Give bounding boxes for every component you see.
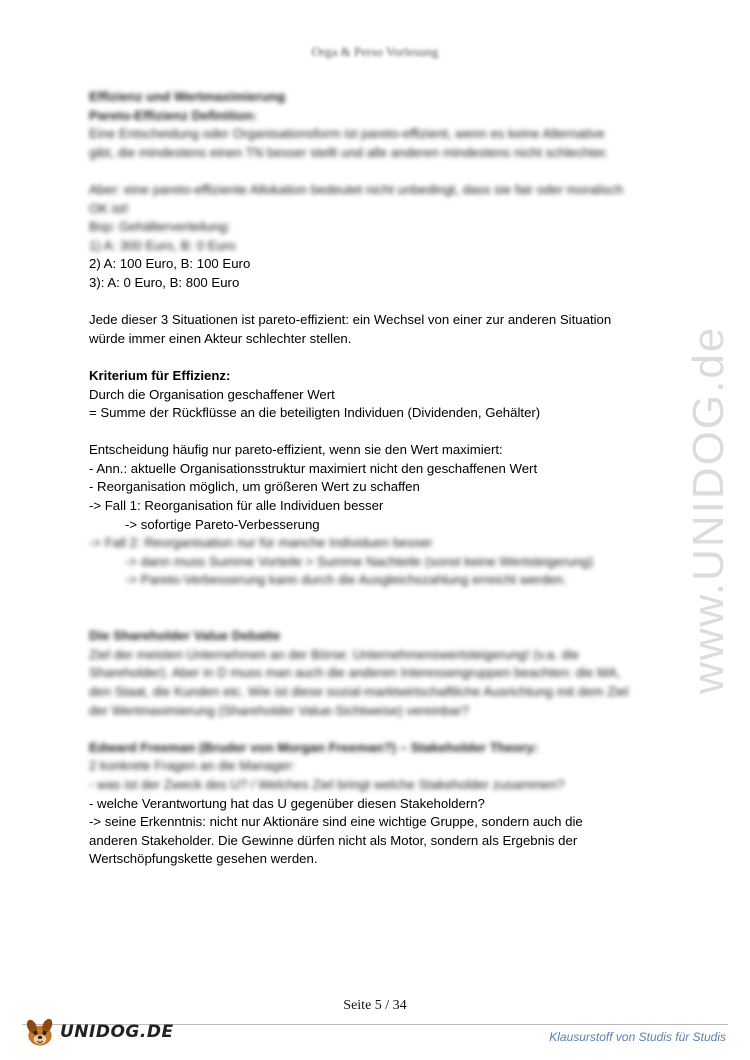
- unidog-logo: [22, 1012, 192, 1052]
- text-line: Jede dieser 3 Situationen ist pareto-effizient: ein Wechsel von einer zur anderen Situation: [89, 312, 612, 328]
- watermark: www.UNIDOG.de: [684, 325, 733, 695]
- subheading: Kriterium für Effizienz:: [89, 367, 231, 383]
- text-line: - Ann.: aktuelle Organisationsstruktur maximiert nicht den geschaffenen Wert: [89, 460, 538, 476]
- text-line: OK ist!: [89, 200, 129, 216]
- text-line: - Reorganisation möglich, um größeren Wert zu schaffen: [89, 479, 420, 495]
- text-line: Shareholder). Aber in D muss man auch die anderen Interessengruppen beachten: die MA,: [89, 665, 621, 681]
- spacer: [89, 293, 679, 312]
- text-line: Ziel der meisten Unternehmen an der Börse: Unternehmenswertsteigerung! (v.a. die: [89, 646, 580, 662]
- section-heading: Effizienz und Wertmaximierung: [89, 89, 286, 104]
- dog-mascot-icon: [22, 1014, 58, 1050]
- text-line: -> sofortige Pareto-Verbesserung: [125, 516, 320, 532]
- text-line: Wertschöpfungskette gesehen werden.: [89, 851, 318, 867]
- text-line: würde immer einen Akteur schlechter stellen.: [89, 330, 352, 346]
- text-line: Bsp: Gehälterverteilung:: [89, 219, 231, 235]
- footer-slogan: Klausurstoff von Studis für Studis: [549, 1030, 726, 1044]
- text-line: 2) A: 100 Euro, B: 100 Euro: [89, 256, 251, 272]
- spacer: [89, 590, 679, 609]
- section-heading: Die Shareholder Value Debatte: [89, 628, 281, 644]
- subheading: Pareto-Effizienz Definition:: [89, 107, 257, 123]
- text-line: 3): A: 0 Euro, B: 800 Euro: [89, 274, 240, 290]
- text-line: anderen Stakeholder. Die Gewinne dürfen nicht als Motor, sondern als Ergebnis der: [89, 832, 578, 848]
- text-line: gibt, die mindestens einen TN besser stellt und alle anderen mindestens nicht schlechter.: [89, 144, 609, 160]
- text-line: = Summe der Rückflüsse an die beteiligten Individuen (Dividenden, Gehälter): [89, 405, 541, 421]
- document-body: [89, 88, 679, 869]
- text-line: -> dann muss Summe Vorteile > Summe Nachteile (sonst keine Wertsteigerung): [125, 553, 594, 569]
- text-line: Aber: eine pareto-effiziente Allokation bedeutet nicht unbedingt, dass sie fair oder moralisch: [89, 181, 624, 197]
- text-line: -> Fall 2: Reorganisation nur für manche Individuen besser: [89, 535, 433, 551]
- page-header: Orga & Perso Vorlesung: [311, 44, 439, 59]
- text-line: Entscheidung häufig nur pareto-effizient, wenn sie den Wert maximiert:: [89, 442, 503, 458]
- text-line: der Wertmaximierung (Shareholder Value-Sichtweise) vereinbar?: [89, 702, 469, 718]
- text-line: -> seine Erkenntnis: nicht nur Aktionäre sind eine wichtige Gruppe, sondern auch die: [89, 814, 583, 830]
- text-line: - was ist der Zweck des U? / Welches Ziel bringt welche Stakeholder zusammen?: [89, 776, 565, 792]
- page-number: Seite 5 / 34: [343, 998, 407, 1013]
- text-line: - welche Verantwortung hat das U gegenüber diesen Stakeholdern?: [89, 795, 485, 811]
- text-line: Durch die Organisation geschaffener Wert: [89, 386, 335, 402]
- text-line: den Staat, die Kunden etc. Wie ist diese sozial-marktwirtschaftliche Ausrichtung mit dem Ziel: [89, 684, 629, 699]
- text-line: -> Fall 1: Reorganisation für alle Individuen besser: [89, 498, 384, 514]
- spacer: [89, 423, 679, 442]
- spacer: [89, 720, 679, 739]
- text-line: -> Pareto-Verbesserung kann durch die Ausgleichszahlung erreicht werden.: [125, 572, 567, 588]
- spacer: [89, 348, 679, 367]
- spacer: [89, 609, 679, 628]
- section-heading: Edward Freeman (Bruder von Morgan Freeman?) – Stakeholder Theory:: [89, 739, 539, 755]
- text-line: Eine Entscheidung oder Organisationsform ist pareto-effizient, wenn es keine Alternative: [89, 126, 605, 142]
- spacer: [89, 162, 679, 181]
- logo-text: UNIDOG.DE: [60, 1022, 174, 1042]
- text-line: 2 konkrete Fragen an die Manager:: [89, 758, 295, 774]
- text-line: 1) A: 300 Euro, B: 0 Euro: [89, 237, 236, 253]
